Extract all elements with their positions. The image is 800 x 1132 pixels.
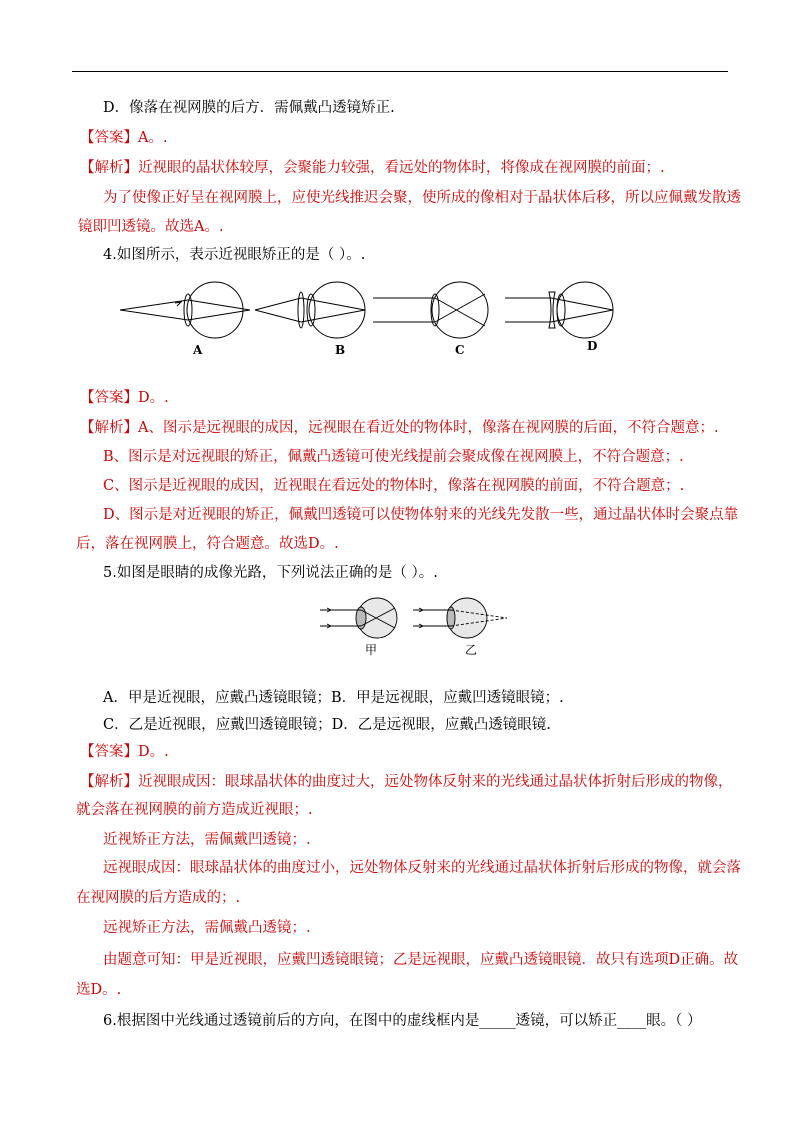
analysis-tag: 【解析】 [80,160,138,176]
figure-label-d: D [587,339,598,353]
analysis-text: 远视眼成因：眼球晶状体的曲度过小，远处物体反射来的光线通过晶状体折射后形成的物像，就会落 [103,860,741,876]
eye-diagram-figure-5 [315,596,515,660]
analysis-text: 近视眼的晶状体较厚，会聚能力较强，看远处的物体时，将像成在视网膜的前面；. [138,160,665,176]
eye-diagram-b [255,282,365,338]
answer-line [80,388,169,408]
analysis-text: 在视网膜的后方造成的；. [76,890,241,906]
answer-tag: 【答案】 [80,130,138,146]
analysis-text: 近视矫正方法，需佩戴凹透镜；. [103,832,311,848]
figure-label-a: A [193,343,203,357]
analysis-line [80,418,719,438]
analysis-text: 镜即凹透镜。故选A。. [78,219,224,235]
analysis-tag: 【解析】 [80,774,138,790]
analysis-text: C、图示是近视眼的成因，近视眼在看远处的物体时，像落在视网膜的前面，不符合题意；. [103,478,685,494]
analysis-line [80,158,665,178]
analysis-text: D、图示是对近视眼的矫正，佩戴凹透镜可以使物体射来的光线先发散一些，通过晶状体时会聚点靠 [103,507,739,523]
analysis-text: 由题意可知：甲是近视眼，应戴凹透镜眼镜；乙是远视眼，应戴凸透镜眼镜．故只有选项D正确。故 [103,952,739,968]
option-d-text: D．像落在视网膜的后方．需佩戴凸透镜矫正. [103,100,395,116]
question-5: 5.如图是眼睛的成像光路，下列说法正确的是（ ）。. [103,565,438,581]
eye-diagram-c [373,282,488,338]
answer-line [80,128,168,148]
analysis-text: 选D。. [76,982,122,998]
analysis-text: 后，落在视网膜上，符合题意。故选D。. [76,536,339,552]
analysis-text: 为了使像正好呈在视网膜上，应使光线推迟会聚，使所成的像相对于晶状体后移，所以应佩戴发散透 [103,190,741,206]
answer-value: A。. [138,130,168,146]
figure-label-yi: 乙 [465,643,478,657]
eye-diagram-yi [413,598,507,638]
analysis-text: B、图示是对远视眼的矫正，佩戴凸透镜可使光线提前会聚成像在视网膜上，不符合题意；. [103,449,684,465]
analysis-text: 远视矫正方法，需佩戴凸透镜；. [103,920,311,936]
figure-label-b: B [335,343,346,357]
analysis-tag: 【解析】 [80,420,138,436]
eye-diagram-d [505,282,613,338]
eye-diagram-a [120,282,250,338]
answer-value: D。. [138,390,169,406]
answer-tag: 【答案】 [80,390,138,406]
option-ab: A．甲是近视眼，应戴凸透镜眼镜；B．甲是远视眼，应戴凹透镜眼镜；. [103,690,564,706]
eye-diagram-jia [320,598,397,638]
question-6: 6.根据图中光线通过透镜前后的方向，在图中的虚线框内是_____透镜，可以矫正____眼。（ ） [103,1013,702,1029]
figure-label-jia: 甲 [365,643,378,657]
header-rule [72,71,728,72]
analysis-text: A、图示是远视眼的成因，远视眼在看近处的物体时，像落在视网膜的后面，不符合题意；. [138,420,719,436]
answer-tag: 【答案】 [80,744,138,760]
answer-value: D。. [138,744,169,760]
option-cd: C．乙是近视眼，应戴凹透镜眼镜；D．乙是远视眼，应戴凸透镜眼镜. [103,717,551,733]
analysis-line [80,772,733,792]
eye-diagram-figure-4 [115,280,635,360]
question-4: 4.如图所示，表示近视眼矫正的是（ ）。. [103,247,366,263]
analysis-text: 就会落在视网膜的前方造成近视眼；. [76,802,313,818]
figure-label-c: C [455,343,465,357]
answer-line [80,742,169,762]
analysis-text: 近视眼成因：眼球晶状体的曲度过大，远处物体反射来的光线通过晶状体折射后形成的物像， [138,774,733,790]
